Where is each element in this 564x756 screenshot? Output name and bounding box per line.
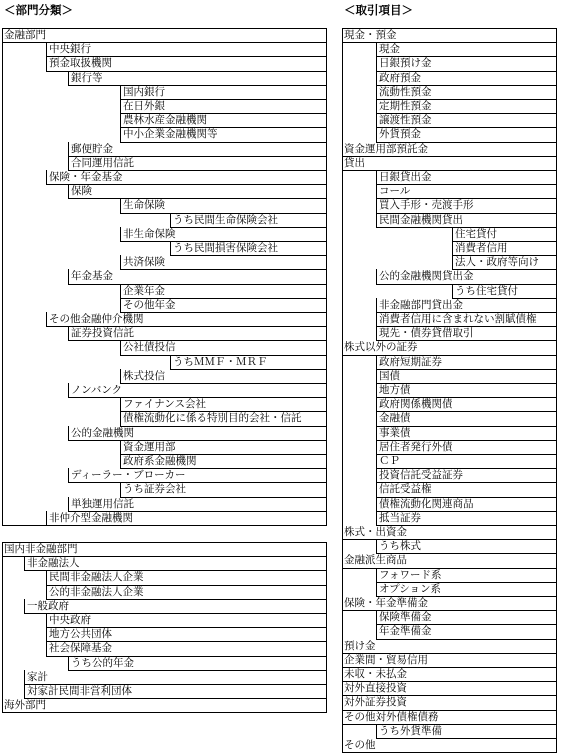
financial-sector-item: 中小企業金融機関等 <box>120 127 326 142</box>
transaction-item: 定期性預金 <box>376 99 556 114</box>
nonfinancial-sector-item: 中央政府 <box>46 613 326 628</box>
transaction-item: 企業間・貿易信用 <box>344 654 428 666</box>
transaction-item: 政府預金 <box>376 71 556 86</box>
financial-sector-item: 国内銀行 <box>120 85 326 100</box>
nonfinancial-sector-item: 民間非金融法人企業 <box>46 570 326 585</box>
transaction-item: 外貨預金 <box>376 127 556 142</box>
transaction-item: 現金 <box>376 42 556 57</box>
transaction-item: 法人・政府等向け <box>452 255 556 270</box>
transaction-item: 居住者発行外債 <box>376 440 556 455</box>
nonfinancial-sector-item: 国内非金融部門 <box>4 543 78 555</box>
nonfinancial-sector-item: うち公的年金 <box>68 656 326 671</box>
transaction-item: 流動性預金 <box>376 85 556 100</box>
financial-sector-item: 保険・年金基金 <box>46 170 326 185</box>
transaction-item: 譲渡性預金 <box>376 113 556 128</box>
financial-sector-item: うちＭＭＦ・ＭＲＦ <box>170 355 326 370</box>
transaction-item: 消費者信用に含まれない割賦債権 <box>376 312 556 327</box>
transaction-item: 年金準備金 <box>376 624 556 639</box>
transaction-item: 国債 <box>376 369 556 384</box>
transaction-item: 現先・債券貸借取引 <box>376 326 556 341</box>
financial-sector-item: 在日外銀 <box>120 99 326 114</box>
financial-sector-item: 企業年金 <box>120 284 326 299</box>
transaction-item: 住宅貸付 <box>452 227 556 242</box>
financial-sector-item: うち証券会社 <box>120 482 326 497</box>
transaction-item: 投資信託受益証券 <box>376 468 556 483</box>
transaction-item: ＣＰ <box>376 454 556 469</box>
financial-sector-item: 単独運用信託 <box>68 497 326 512</box>
nonfinancial-sector-item: 非金融法人 <box>24 556 326 571</box>
transaction-items-block <box>342 28 557 753</box>
financial-sector-item: 株式投信 <box>120 369 326 384</box>
transaction-item: 買入手形・売渡手形 <box>376 198 556 213</box>
nonfinancial-sector-item: 公的非金融法人企業 <box>46 585 326 600</box>
financial-sector-item: 証券投資信託 <box>68 326 326 341</box>
nonfinancial-sector-item: 一般政府 <box>24 599 326 614</box>
nonfinancial-sector-item: 対家計民間非営利団体 <box>24 684 326 699</box>
financial-sector-item: ディーラー・ブローカー <box>68 468 326 483</box>
transaction-item: 株式以外の証券 <box>344 341 418 353</box>
transaction-item: うち株式 <box>376 539 556 554</box>
transaction-item: 公的金融機関貸出金 <box>376 269 556 284</box>
nonfinancial-sector-item: 地方公共団体 <box>46 627 326 642</box>
financial-sector-item: 中央銀行 <box>46 42 326 57</box>
financial-sector-item: ノンバンク <box>68 383 326 398</box>
financial-sector-item: 郵便貯金 <box>68 142 326 157</box>
financial-sector-item: ファイナンス会社 <box>120 397 326 412</box>
transaction-item: 消費者信用 <box>452 241 556 256</box>
financial-sector-item: うち民間損害保険会社 <box>170 241 326 256</box>
transaction-item: 政府短期証券 <box>376 355 556 370</box>
transaction-item: 債権流動化関連商品 <box>376 497 556 512</box>
financial-sector-item: 債権流動化に係る特別目的会社・信託 <box>120 411 326 426</box>
transaction-item: 対外直接投資 <box>344 682 407 694</box>
transaction-item: 日銀預け金 <box>376 56 556 71</box>
transaction-item: 預け金 <box>344 640 376 652</box>
financial-sector-item: 公的金融機関 <box>68 426 326 441</box>
financial-sector-item: 非仲介型金融機関 <box>46 511 326 526</box>
transaction-item: 事業債 <box>376 426 556 441</box>
nonfinancial-sector-block <box>2 542 327 713</box>
transaction-item: 金融債 <box>376 411 556 426</box>
transaction-item: その他 <box>344 739 376 751</box>
transaction-item: うち住宅貸付 <box>452 284 556 299</box>
transaction-item: その他対外債権債務 <box>344 711 439 723</box>
transaction-item: 抵当証券 <box>376 511 556 526</box>
transaction-item: 保険準備金 <box>376 610 556 625</box>
financial-sector-item: うち民間生命保険会社 <box>170 213 326 228</box>
financial-sector-item: 農林水産金融機関 <box>120 113 326 128</box>
transaction-item: 日銀貸出金 <box>376 170 556 185</box>
financial-sector-item: その他年金 <box>120 298 326 313</box>
nonfinancial-sector-item: 社会保障基金 <box>46 641 326 656</box>
transaction-item: 保険・年金準備金 <box>344 597 428 609</box>
financial-sector-item: 保険 <box>68 184 326 199</box>
financial-sector-item: 預金取扱機関 <box>46 56 326 71</box>
transaction-item: 現金・預金 <box>344 29 397 41</box>
financial-sector-block <box>2 28 327 526</box>
transaction-item: 金融派生商品 <box>344 554 407 566</box>
transaction-item: 信託受益権 <box>376 482 556 497</box>
transaction-item: 政府関係機関債 <box>376 397 556 412</box>
financial-sector-item: 政府系金融機関 <box>120 454 326 469</box>
transaction-item: 株式・出資金 <box>344 526 407 538</box>
transaction-item: 非金融部門貸出金 <box>376 298 556 313</box>
transaction-item: 対外証券投資 <box>344 696 407 708</box>
transaction-item: 民間金融機関貸出 <box>376 213 556 228</box>
sector-classification-header: ＜部門分類＞ <box>4 3 73 17</box>
financial-sector-item: 銀行等 <box>68 71 326 86</box>
financial-sector-item: 公社債投信 <box>120 340 326 355</box>
financial-sector-item: 共済保険 <box>120 255 326 270</box>
transaction-item: 資金運用部預託金 <box>344 143 428 155</box>
transaction-item: オプション系 <box>376 582 556 597</box>
financial-sector-item: 非生命保険 <box>120 227 326 242</box>
nonfinancial-sector-item: 海外部門 <box>4 699 46 711</box>
transaction-item: 未収・未払金 <box>344 668 407 680</box>
financial-sector-item: 生命保険 <box>120 198 326 213</box>
transaction-items-header: ＜取引項目＞ <box>344 3 413 17</box>
financial-sector-item: 資金運用部 <box>120 440 326 455</box>
nonfinancial-sector-item: 家計 <box>24 670 326 685</box>
transaction-item: 貸出 <box>344 157 365 169</box>
financial-sector-item: その他金融仲介機関 <box>46 312 326 327</box>
transaction-item: フォワード系 <box>376 568 556 583</box>
financial-sector-item: 金融部門 <box>4 29 46 41</box>
transaction-item: コール <box>376 184 556 199</box>
transaction-item: 地方債 <box>376 383 556 398</box>
financial-sector-item: 合同運用信託 <box>68 156 326 171</box>
financial-sector-item: 年金基金 <box>68 269 326 284</box>
transaction-item: うち外貨準備 <box>376 724 556 739</box>
